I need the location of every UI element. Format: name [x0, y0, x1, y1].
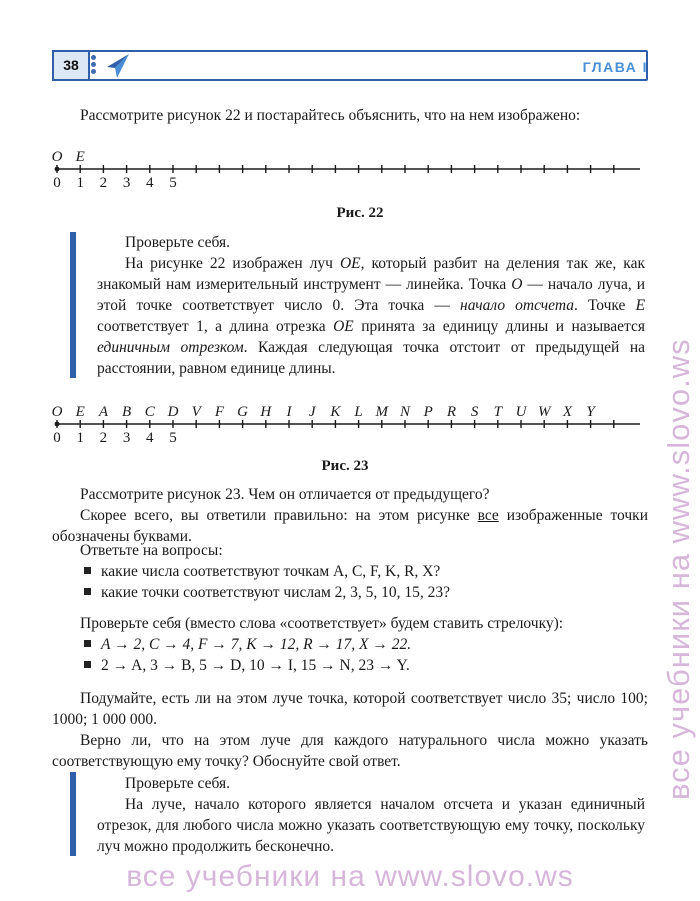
- binder-rings-icon: [90, 54, 100, 78]
- number-label: 3: [122, 175, 131, 190]
- point-label: H: [260, 404, 272, 420]
- check-yourself-bar-1: [70, 232, 76, 378]
- questions-intro: Ответьте на вопросы:: [80, 542, 223, 559]
- figure-22-number-ray: [48, 148, 648, 190]
- chapter-title: ГЛАВА I: [582, 59, 648, 75]
- number-label: 1: [76, 430, 84, 445]
- question-a: какие числа соответствуют точкам A, C, F, K, R, X?: [84, 561, 644, 582]
- figure-23-number-ray: [48, 403, 648, 445]
- page-number: 38: [52, 50, 90, 81]
- figure-23-caption: Рис. 23: [321, 458, 369, 474]
- question-1: Рассмотрите рисунок 23. Чем он отличается от предыдущего?: [80, 486, 490, 503]
- number-label: 5: [169, 175, 177, 190]
- answer-1: Скорее всего, вы ответили правильно: на этом рисунке все изображенные точки обозначены буквами.: [52, 507, 649, 545]
- point-label: S: [470, 404, 479, 420]
- point-label: B: [122, 404, 132, 420]
- figure-22-number-labels: [53, 175, 177, 190]
- number-label: 4: [146, 430, 154, 445]
- point-label: X: [562, 404, 572, 420]
- point-label: Y: [586, 404, 595, 420]
- point-label: W: [537, 404, 551, 420]
- point-label: F: [214, 404, 224, 420]
- answer-b: 2 → A, 3 → B, 5 → D, 10 → I, 15 → N, 23 → Y.: [84, 655, 644, 676]
- point-label: C: [144, 404, 155, 420]
- watermark-vertical: все учебники на www.slovo.ws: [661, 338, 696, 800]
- point-label: U: [515, 404, 527, 420]
- point-label: R: [446, 404, 456, 420]
- point-label: P: [423, 404, 433, 420]
- think-paragraph: Подумайте, есть ли на этом луче точка, которой соответствует число 35; число 100; 1000; 1 000 000.: [52, 690, 648, 728]
- point-label: N: [399, 404, 411, 420]
- check-3-title: Проверьте себя.: [125, 775, 231, 792]
- check-1-paragraph: На рисунке 22 изображен луч OE, который разбит на деления так же, как знакомый нам измерительный инструмент — линейка. Точка O — начало луча, и этой точке соответствует число 0. Эта точка — начало отсчета. Точке E соответствует 1, а длина отрезка OE принята за единицу длины и называется единичным отрезком. Каждая следующая точка отстоит от предыдущей на расстоянии, равном единице длины.: [97, 255, 646, 377]
- point-label: K: [330, 404, 341, 420]
- point-label: E: [75, 404, 85, 420]
- point-label: L: [354, 404, 363, 420]
- point-label: O: [51, 149, 63, 165]
- bullet-icon: [84, 657, 101, 674]
- number-label: 1: [76, 175, 84, 190]
- origin-point: [55, 167, 60, 172]
- check-yourself-bar-3: [70, 772, 76, 856]
- figure-22-caption: Рис. 22: [336, 205, 384, 221]
- page-header-bar: [52, 50, 648, 81]
- figure-23-number-labels: [53, 430, 177, 445]
- check-2-intro: Проверьте себя (вместо слова «соответствует» будем ставить стрелочку):: [80, 615, 564, 632]
- point-label: O: [51, 404, 63, 420]
- point-label: M: [375, 404, 389, 420]
- answer-a: A → 2, C → 4, F → 7, K → 12, R → 17, X → 22.: [84, 634, 644, 655]
- underlined-word: все: [477, 507, 499, 524]
- point-label: E: [75, 149, 85, 165]
- origin-point: [55, 422, 60, 427]
- figure-23-point-labels: [52, 404, 597, 420]
- point-label: V: [191, 404, 201, 420]
- figure-22-point-labels: [52, 149, 85, 165]
- check-3-paragraph: На луче, начало которого является началом отсчета и указан единичный отрезок, для любого числа можно указать соответствующую ему точку, поскольку луч можно продолжить бесконечно.: [97, 796, 645, 855]
- number-label: 4: [146, 175, 154, 190]
- number-label: 0: [53, 175, 61, 190]
- bullet-icon: [84, 563, 101, 580]
- watermark-bottom: все учебники на www.slovo.ws: [126, 860, 574, 893]
- intro-paragraph: Рассмотрите рисунок 22 и постарайтесь объяснить, что на нем изображено:: [80, 107, 581, 124]
- point-label: A: [98, 404, 108, 420]
- number-label: 0: [53, 430, 61, 445]
- point-label: T: [493, 404, 502, 420]
- bullet-icon: [84, 636, 101, 653]
- number-label: 2: [99, 430, 108, 445]
- point-label: J: [308, 404, 316, 420]
- number-label: 5: [169, 430, 177, 445]
- question-paragraph: Верно ли, что на этом луче для каждого натурального числа можно указать соответствующую ему точку? Обоснуйте свой ответ.: [52, 732, 648, 770]
- point-label: G: [237, 404, 249, 420]
- point-label: I: [286, 404, 292, 420]
- question-b: какие точки соответствуют числам 2, 3, 5, 10, 15, 23?: [84, 582, 644, 603]
- number-label: 2: [99, 175, 108, 190]
- point-label: D: [167, 404, 179, 420]
- check-1-title: Проверьте себя.: [125, 234, 231, 251]
- number-label: 3: [122, 430, 131, 445]
- bullet-icon: [84, 584, 101, 601]
- paper-plane-icon: [102, 51, 132, 81]
